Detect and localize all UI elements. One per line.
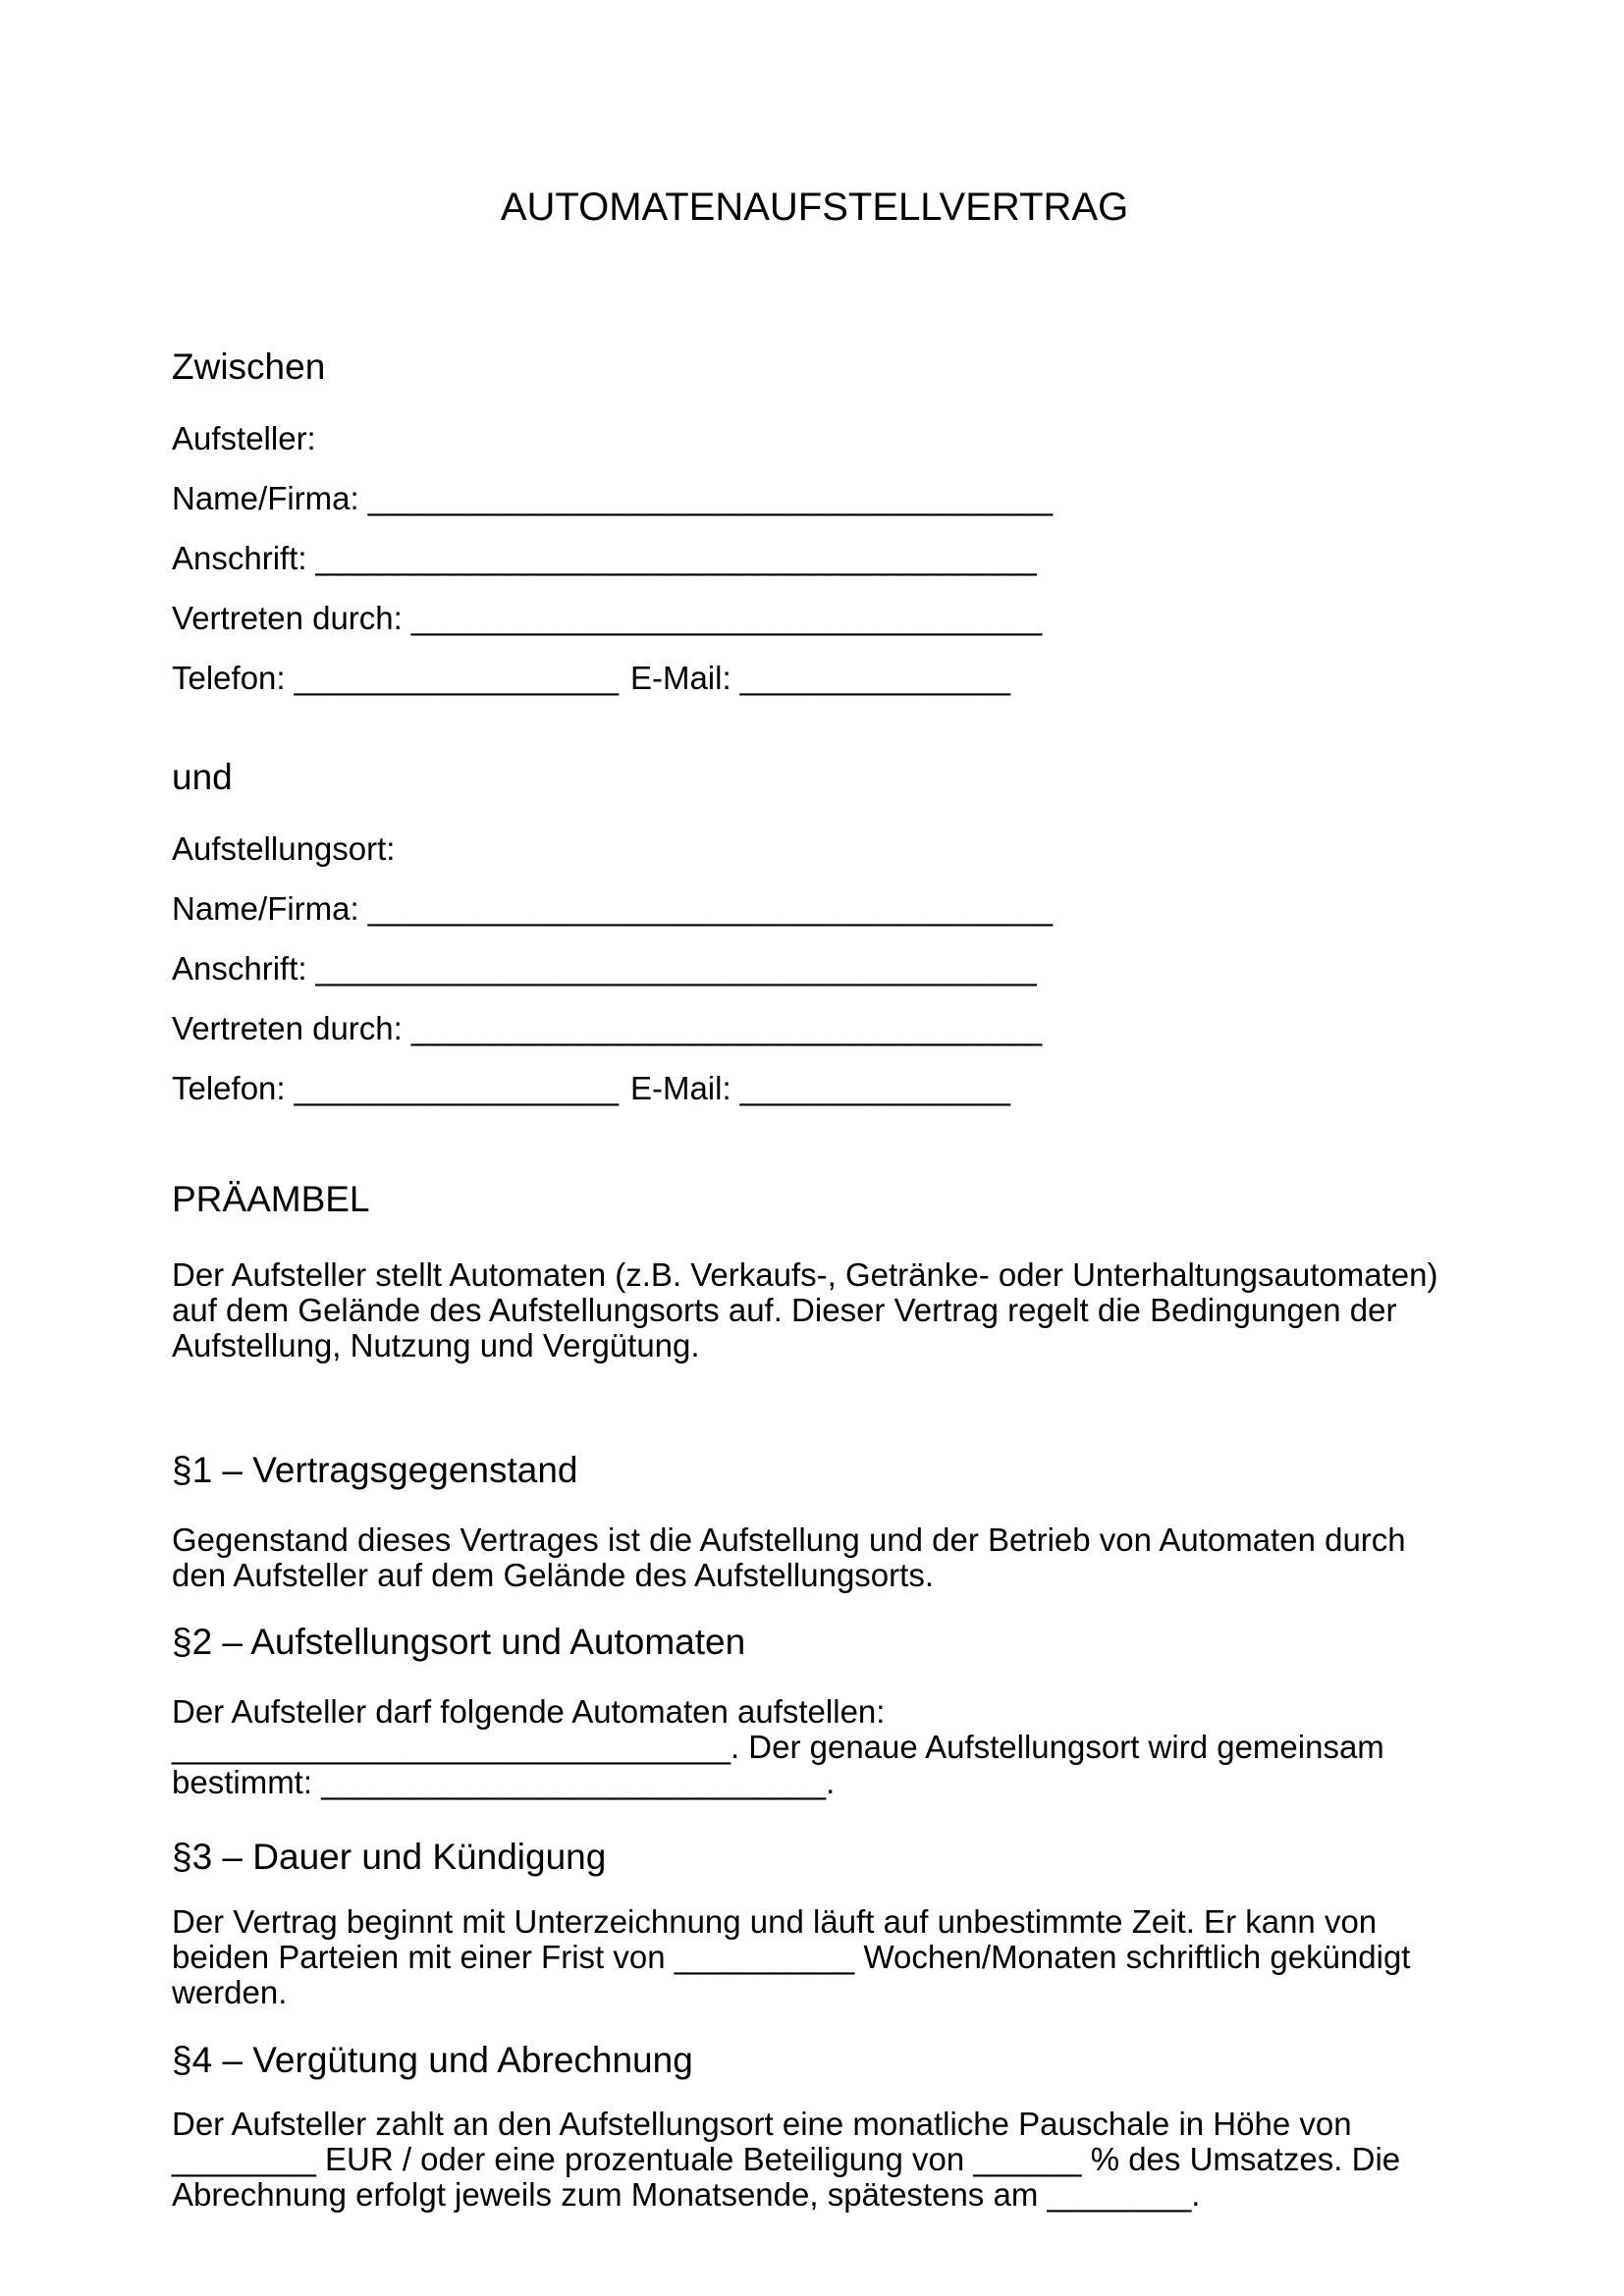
section-heading-paragraph-4: §4 – Vergütung und Abrechnung [172, 2040, 693, 2080]
blank-line-anschrift: ________________________________________ [315, 540, 1037, 576]
section-paragraph-4-body: Der Aufsteller zahlt an den Aufstellungsort eine monatliche Pauschale in Höhe von ________ EUR / oder eine prozentuale Beteiligung von ______ % des Umsatzes. Die Abrechnung erfolgt jeweils zum Monatsende, spätestens am ________. [172, 2106, 1401, 2213]
section-heading-praeambel: PRÄAMBEL [172, 1179, 370, 1219]
field-label-anschrift: Anschrift: [172, 540, 307, 576]
blank-line-vertreten-durch: ___________________________________ [410, 1010, 1043, 1046]
field-label-email: E-Mail: [629, 1070, 731, 1106]
form-row-aufstellungsort-name-firma [172, 890, 1457, 928]
form-row-aufsteller-vertreten-durch [172, 600, 1457, 637]
heading-und: und [172, 757, 233, 797]
field-label-name-firma: Name/Firma: [172, 890, 359, 927]
blank-line-name-firma: ______________________________________ [367, 480, 1054, 516]
form-row-aufsteller-telefon-email [172, 660, 1457, 697]
section-paragraph-1-body: Gegenstand dieses Vertrages ist die Aufstellung und der Betrieb von Automaten durch den Aufsteller auf dem Gelände des Aufstellungsorts. [172, 1522, 1406, 1593]
section-paragraph-3-body: Der Vertrag beginnt mit Unterzeichnung und läuft auf unbestimmte Zeit. Er kann von beiden Parteien mit einer Frist von __________ Wochen/Monaten schriftlich gekündigt werden. [172, 1903, 1411, 2010]
field-label-telefon: Telefon: [172, 660, 286, 696]
field-label-vertreten-durch: Vertreten durch: [172, 600, 403, 636]
section-heading-paragraph-3: §3 – Dauer und Kündigung [172, 1837, 607, 1877]
form-row-aufstellungsort-anschrift [172, 950, 1457, 988]
field-label-vertreten-durch: Vertreten durch: [172, 1010, 403, 1046]
blank-line-telefon: __________________ [294, 660, 619, 696]
form-row-aufsteller-anschrift [172, 540, 1457, 577]
form-row-aufstellungsort-vertreten-durch [172, 1010, 1457, 1047]
section-heading-paragraph-1: §1 – Vertragsgegenstand [172, 1450, 578, 1490]
document-title: AUTOMATENAUFSTELLVERTRAG [500, 186, 1129, 229]
form-row-aufsteller-name-firma [172, 480, 1457, 517]
blank-line-name-firma: ______________________________________ [367, 890, 1054, 927]
blank-line-email: _______________ [739, 660, 1010, 696]
field-label-name-firma: Name/Firma: [172, 480, 359, 516]
field-label-email: E-Mail: [629, 660, 731, 696]
field-label-anschrift: Anschrift: [172, 950, 307, 987]
section-paragraph-2-body: Der Aufsteller darf folgende Automaten aufstellen: _______________________________. Der genaue Aufstellungsort wird gemeinsam bestimmt: ____________________________. [172, 1693, 1384, 1800]
blank-line-email: _______________ [739, 1070, 1010, 1106]
aufstellungsort-role-label: Aufstellungsort: [172, 830, 396, 867]
section-heading-paragraph-2: §2 – Aufstellungsort und Automaten [172, 1622, 746, 1662]
form-row-aufstellungsort-telefon-email [172, 1070, 1457, 1107]
heading-zwischen: Zwischen [172, 347, 326, 387]
blank-line-anschrift: ________________________________________ [315, 950, 1037, 987]
section-paragraph-praeambel: Der Aufsteller stellt Automaten (z.B. Verkaufs-, Getränke- oder Unterhaltungsautomaten) auf dem Gelände des Aufstellungsorts auf. Dieser Vertrag regelt die Bedingungen der Aufstellung, Nutzung und Vergütung. [172, 1256, 1438, 1363]
field-label-telefon: Telefon: [172, 1070, 286, 1106]
blank-line-telefon: __________________ [294, 1070, 619, 1106]
blank-line-vertreten-durch: ___________________________________ [410, 600, 1043, 636]
aufsteller-role-label: Aufsteller: [172, 420, 316, 456]
